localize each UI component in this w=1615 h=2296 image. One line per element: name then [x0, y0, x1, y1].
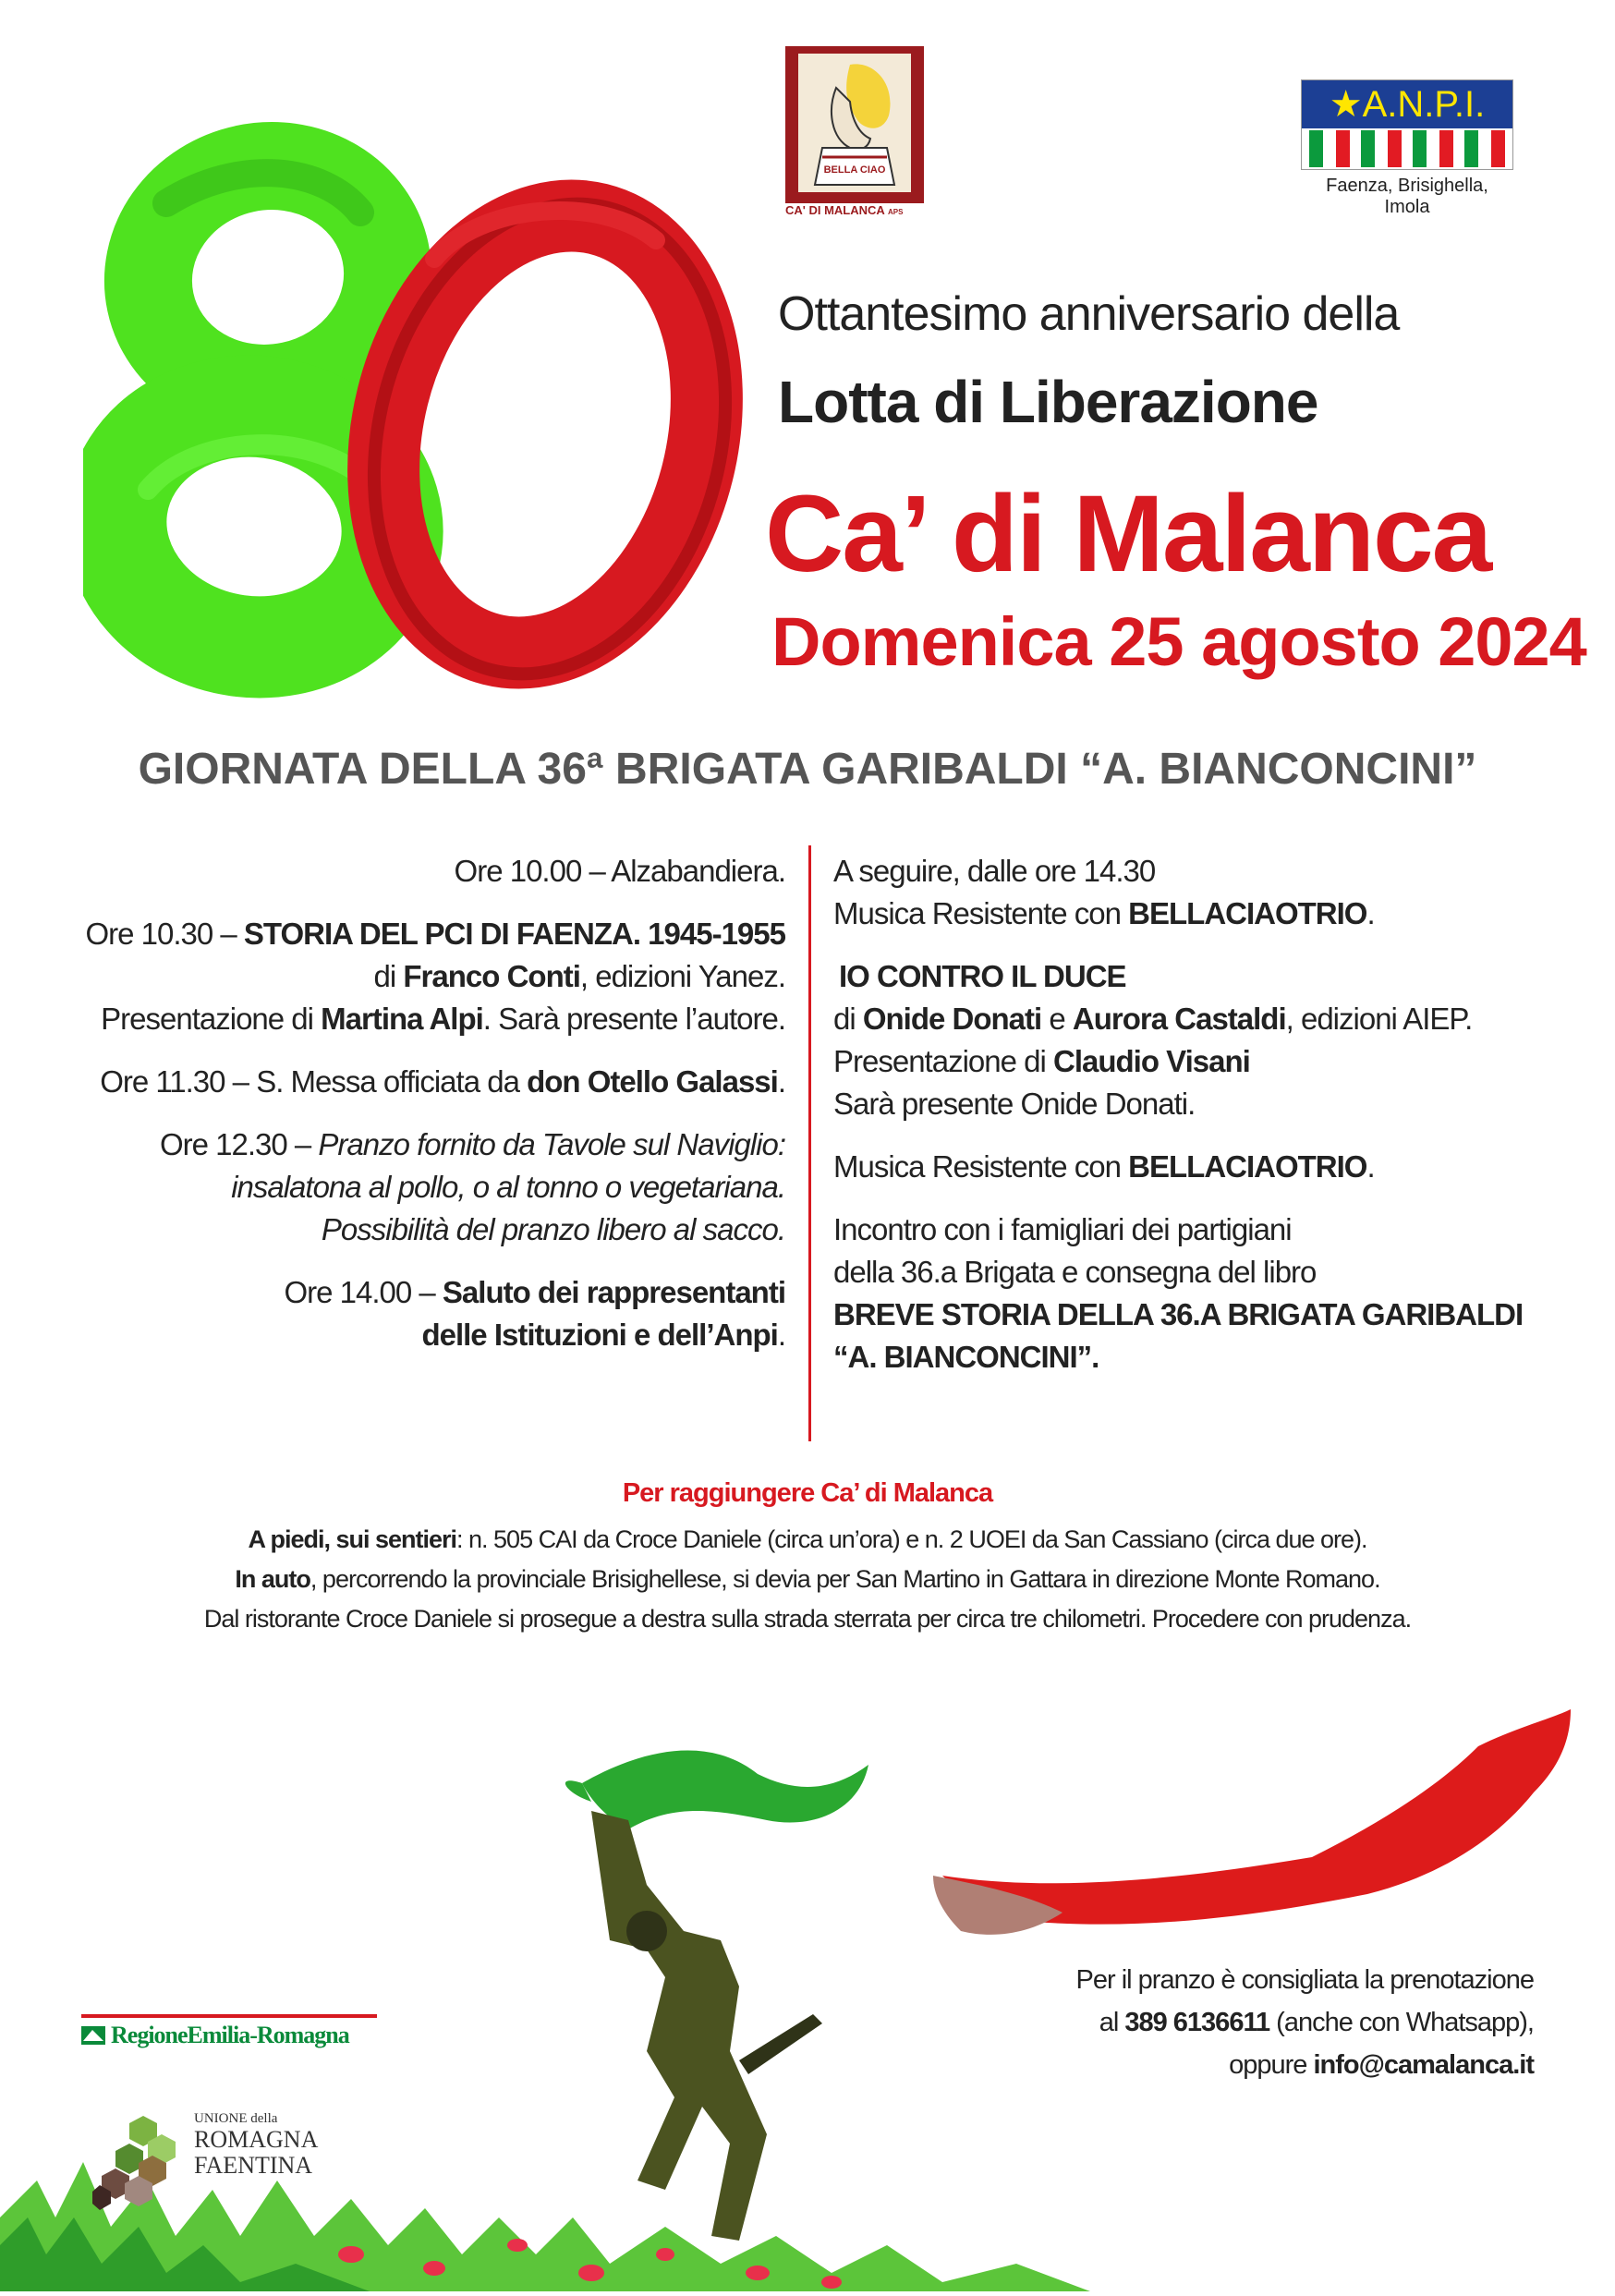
program-item: [833, 850, 1572, 935]
text: . Sarà presente l’autore.: [482, 1002, 785, 1036]
regione-icon: [81, 2026, 105, 2045]
text: In auto: [235, 1565, 310, 1593]
phone-number: 389 6136611: [1124, 2008, 1270, 2037]
program-item: [833, 1146, 1572, 1188]
text: Saluto dei rappresentanti: [442, 1275, 785, 1309]
text: Dal ristorante Croce Daniele si prosegue a destra sulla strada sterrata per circa tre chilometri. Procedere con prudenza.: [203, 1605, 1412, 1633]
unione-line1: UNIONE della: [194, 2111, 278, 2126]
text: delle Istituzioni e dell’Anpi: [421, 1318, 778, 1352]
book-title: “A. BIANCONCINI”: [833, 1340, 1092, 1374]
text: .: [1091, 1340, 1099, 1374]
time: Ore 11.30 –: [100, 1064, 257, 1099]
anpi-title: ★A.N.P.I.: [1302, 80, 1512, 128]
text: di: [833, 1002, 863, 1036]
author: Onide Donati: [862, 1002, 1042, 1036]
lotta-title: Lotta di Liberazione: [778, 369, 1318, 435]
program-item: [55, 850, 785, 893]
text: Sarà presente Onide Donati.: [833, 1087, 1196, 1121]
band: BELLACIAOTRIO: [1128, 896, 1367, 930]
text: , edizioni AIEP.: [1285, 1002, 1473, 1036]
text: .: [1366, 1149, 1375, 1184]
text: S. Messa officiata da: [256, 1064, 528, 1099]
book-title: IO CONTRO IL DUCE: [839, 959, 1126, 993]
directions-text: [92, 1520, 1523, 1639]
unione-line2: ROMAGNA: [194, 2126, 319, 2153]
program-item: [833, 1209, 1572, 1379]
text: Incontro con i famigliari dei partigiani: [833, 1212, 1292, 1246]
regione-emilia-romagna-logo: [81, 2014, 386, 2051]
text: Presentazione di: [101, 1002, 322, 1036]
unione-line3: FAENTINA: [194, 2152, 313, 2179]
regione-text: RegioneEmilia-Romagna: [111, 2022, 349, 2048]
priest: don Otello Galassi: [527, 1064, 778, 1099]
presenter: Claudio Visani: [1053, 1044, 1250, 1078]
bellaciao-caption: BELLA CIAO: [823, 164, 886, 176]
text: Per il pranzo è consigliata la prenotazione: [1075, 1965, 1534, 1995]
hexagon-icon: [92, 2111, 194, 2213]
bellaciao-logo: [785, 46, 924, 222]
program-item: [55, 1271, 785, 1356]
program-item: [833, 955, 1572, 1125]
band: BELLACIAOTRIO: [1128, 1149, 1367, 1184]
anpi-logo: [1301, 79, 1513, 218]
event-date: Domenica 25 agosto 2024: [771, 603, 1586, 680]
text: , percorrendo la provinciale Brisighellese, si devia per San Martino in Gattara in direzione Monte Romano.: [310, 1565, 1380, 1593]
text: e: [1041, 1002, 1073, 1036]
text: Musica Resistente con: [833, 896, 1129, 930]
big-80-artwork: [83, 102, 767, 702]
booking-contact: [1016, 1959, 1534, 2086]
anniversary-line: Ottantesimo anniversario della: [778, 287, 1400, 341]
time: Ore 10.00 –: [454, 854, 612, 888]
directions-title: Per raggiungere Ca’ di Malanca: [622, 1478, 993, 1508]
unione-romagna-faentina-logo: [92, 2111, 370, 2213]
anpi-subtitle: Faenza, Brisighella, Imola: [1326, 176, 1488, 217]
time: Ore 14.00 –: [284, 1275, 443, 1309]
text: .: [777, 1064, 785, 1099]
program-item: [55, 1061, 785, 1103]
book-title: STORIA DEL PCI DI FAENZA. 1945-1955: [243, 917, 785, 951]
program-item: [55, 1124, 785, 1251]
program-item: [55, 913, 785, 1040]
text: .: [1366, 896, 1375, 930]
bellaciao-name: CA' DI MALANCA: [785, 203, 885, 217]
text: (anche con Whatsapp),: [1269, 2008, 1534, 2037]
anpi-flags: [1302, 128, 1512, 169]
text: di: [373, 959, 404, 993]
text: della 36.a Brigata e consegna del libro: [833, 1255, 1317, 1289]
email-address: info@camalanca.it: [1313, 2050, 1534, 2080]
column-divider: [808, 845, 811, 1441]
text: Presentazione di: [833, 1044, 1053, 1078]
text: A piedi, sui sentieri: [248, 1525, 457, 1553]
text: A seguire, dalle ore 14.30: [833, 854, 1156, 888]
place-title: Ca’ di Malanca: [765, 473, 1491, 595]
giornata-heading: GIORNATA DELLA 36ª BRIGATA GARIBALDI “A. BIANCONCINI”: [138, 745, 1477, 794]
text: Pranzo fornito da Tavole sul Naviglio:: [318, 1127, 785, 1161]
text: : n. 505 CAI da Croce Daniele (circa un’ora) e n. 2 UOEI da San Cassiano (circa due ore).: [456, 1525, 1367, 1553]
text: insalatona al pollo, o al tonno o vegetariana.: [231, 1170, 785, 1204]
text: Musica Resistente con: [833, 1149, 1129, 1184]
text: .: [777, 1318, 785, 1352]
text: Alzabandiera.: [611, 854, 785, 888]
text: oppure: [1229, 2050, 1314, 2080]
author: Aurora Castaldi: [1072, 1002, 1286, 1036]
time: Ore 10.30 –: [85, 917, 244, 951]
time: Ore 12.30 –: [159, 1127, 319, 1161]
program-right-column: [833, 850, 1572, 1399]
program-left-column: [55, 850, 785, 1377]
text: Possibilità del pranzo libero al sacco.: [321, 1212, 785, 1246]
author: Franco Conti: [403, 959, 580, 993]
presenter: Martina Alpi: [321, 1002, 483, 1036]
bellaciao-suffix: APS: [887, 208, 904, 216]
text: al: [1099, 2008, 1125, 2037]
book-title: BREVE STORIA DELLA 36.A BRIGATA GARIBALDI: [833, 1297, 1524, 1331]
text: , edizioni Yanez.: [579, 959, 785, 993]
